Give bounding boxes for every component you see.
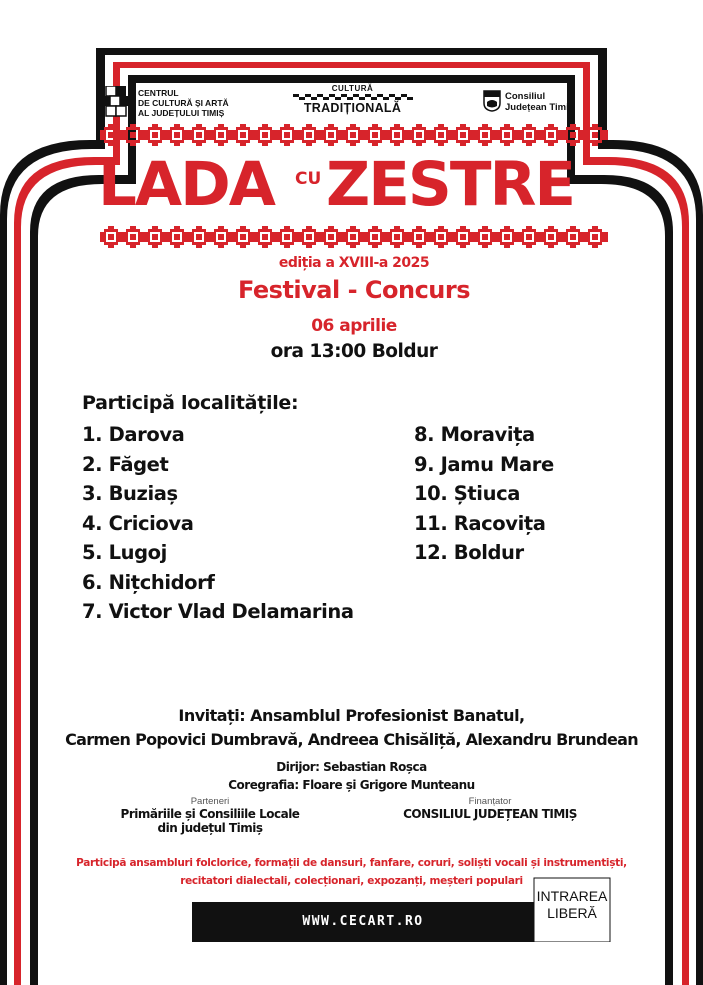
footer-note-line1: Participă ansambluri folclorice, formații de dansuri, fanfare, coruri, soliști vocali și instrumentiști,: [76, 857, 627, 869]
participants-left-list: [82, 420, 402, 627]
page-title: [98, 150, 608, 230]
footer-note-line2: recitatori dialectali, colecționari, expozanți, meșteri populari: [180, 875, 523, 887]
list-item: 3. Buziaș: [82, 482, 178, 505]
cecart-line2: DE CULTURĂ ȘI ARTĂ: [138, 98, 229, 108]
list-item: 12. Boldur: [414, 541, 524, 564]
pattern-icon: [293, 94, 413, 100]
title-zestre: ZESTRE: [326, 149, 575, 220]
list-item: 1. Darova: [82, 423, 185, 446]
list-item: 6. Nițchidorf: [82, 570, 215, 594]
partners-line1: Primăriile și Consiliile Locale: [120, 807, 300, 821]
cultura-line1: CULTURĂ: [331, 84, 374, 93]
choreography: Coregrafia: Floare și Grigore Munteanu: [228, 778, 475, 792]
event-time-place: ora 13:00 Boldur: [270, 341, 438, 362]
coat-of-arms-icon: [483, 90, 501, 112]
partners-line2: din județul Timiș: [157, 821, 263, 835]
title-cu: CU: [295, 169, 322, 189]
list-item: 5. Lugoj: [82, 541, 167, 564]
cecart-logo: [100, 86, 265, 120]
consiliu-line2: Județean Timiș: [505, 102, 574, 113]
guests-line2: Carmen Popovici Dumbravă, Andreea Chisăliță, Alexandru Brundean: [65, 730, 638, 749]
website-link[interactable]: WWW.CECART.RO: [302, 914, 424, 929]
cecart-line3: AL JUDEȚULUI TIMIȘ: [138, 108, 225, 118]
top-ornament-band: [100, 124, 608, 146]
list-item: 4. Criciova: [82, 511, 194, 535]
participants-right-list: [414, 420, 634, 568]
consiliu-line1: Consiliul: [505, 91, 546, 102]
partners-label: Parteneri: [190, 796, 230, 807]
edition: ediția a XVIII-a 2025: [278, 255, 430, 271]
entry-free: [534, 888, 610, 922]
list-item: 8. Moravița: [414, 423, 535, 446]
cecart-line1: CENTRUL: [138, 88, 179, 98]
financier-block: [380, 796, 600, 821]
guests-line1: Invitați: Ansamblul Profesionist Banatul,: [178, 706, 525, 725]
financier-label: Finanțator: [468, 796, 512, 807]
entry-line1: INTRAREA: [536, 888, 608, 904]
partners-block: [100, 796, 320, 835]
list-item: 9. Jamu Mare: [414, 452, 554, 476]
consiliu-logo: [483, 88, 583, 118]
entry-line2: LIBERĂ: [547, 905, 597, 921]
cultura-traditionala-logo: [285, 84, 420, 115]
financier-name: CONSILIUL JUDEȚEAN TIMIȘ: [403, 807, 577, 821]
list-item: 7. Victor Vlad Delamarina: [82, 600, 354, 623]
title-lada: LADA: [98, 149, 274, 220]
list-item: 2. Făget: [82, 452, 169, 476]
conductor: Dirijor: Sebastian Roșca: [276, 760, 427, 774]
list-item: 10. Știuca: [414, 482, 520, 505]
cultura-line2: TRADIȚIONALĂ: [303, 101, 402, 115]
subtitle: Festival - Concurs: [237, 276, 471, 304]
participants-heading: Participă localitățile:: [82, 392, 299, 414]
list-item: 11. Racovița: [414, 511, 546, 535]
checker-logo-icon: [100, 86, 132, 118]
event-date: 06 aprilie: [311, 316, 397, 336]
bottom-ornament-band: [100, 226, 608, 248]
